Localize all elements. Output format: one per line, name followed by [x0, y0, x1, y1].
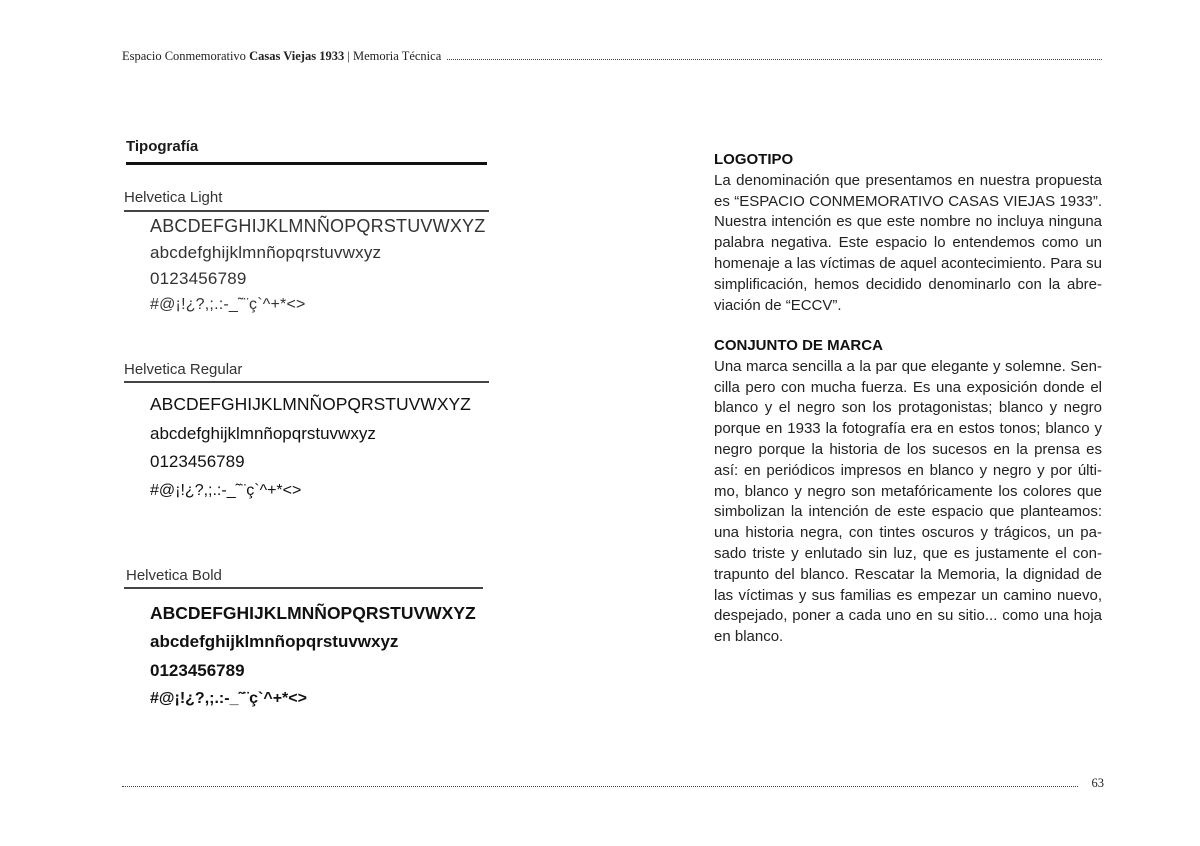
page-number: 63 [1091, 776, 1104, 790]
sample-uppercase: ABCDEFGHIJKLMNÑOPQRSTUVWXYZ [150, 216, 486, 236]
font-family-rule [124, 210, 489, 212]
section-heading: LOGOTIPO [714, 151, 794, 168]
sample-symbols: #@¡!¿?,;.:-_˜¨ç`^+*<> [150, 296, 306, 313]
font-family-label: Helvetica Regular [124, 361, 243, 378]
sample-symbols: #@¡!¿?,;.:-_˜¨ç`^+*<> [150, 482, 302, 499]
section-conjunto-de-marca [714, 336, 1102, 648]
sample-symbols: #@¡!¿?,;.:-_˜¨ç`^+*<> [150, 690, 307, 707]
sample-lowercase: abcdefghijklmnñopqrstuvwxyz [150, 424, 376, 443]
sample-digits: 0123456789 [150, 661, 245, 680]
sample-lowercase: abcdefghijklmnñopqrstuvwxyz [150, 632, 399, 651]
running-header [122, 49, 1102, 65]
section-title-tipografia: Tipografía [126, 138, 199, 155]
font-family-rule [124, 381, 489, 383]
header-prefix: Espacio Conmemorativo [122, 49, 250, 63]
header-bold-title: Casas Viejas 1933 [249, 49, 345, 63]
sample-uppercase: ABCDEFGHIJKLMNÑOPQRSTUVWXYZ [150, 603, 476, 623]
title-rule [126, 162, 487, 165]
footer-dotted-leader [122, 777, 1078, 787]
sample-digits: 0123456789 [150, 452, 245, 471]
font-family-rule [124, 587, 483, 589]
sample-uppercase: ABCDEFGHIJKLMNÑOPQRSTUVWXYZ [150, 394, 471, 414]
sample-lowercase: abcdefghijklmnñopqrstuvwxyz [150, 243, 382, 262]
font-family-label: Helvetica Bold [126, 567, 222, 584]
header-suffix: | Memoria Técnica [344, 49, 442, 63]
running-footer [122, 776, 1104, 791]
header-dotted-leader [447, 50, 1102, 60]
section-body: La denominación que presentamos en nuestra propuesta es “ESPACIO CONMEMORATIVO CASAS VIEJAS 1933”. Nuestra intención es que este nombre no incluya ninguna palabra negativa. Este espacio lo entendemos como un homenaje a las víctimas de aquel acontecimiento. Para su simplificación, hemos decidido denominarlo con la abreviación de “ECCV”. [714, 171, 1102, 314]
section-heading: CONJUNTO DE MARCA [714, 337, 883, 354]
sample-digits: 0123456789 [150, 269, 247, 288]
section-logotipo [714, 150, 1102, 316]
font-family-label: Helvetica Light [124, 189, 223, 206]
section-body: Una marca sencilla a la par que elegante y solemne. Sencilla pero con mucha fuerza. Es una exposición donde el blanco y el negro son los protagonistas; blanco y negro porque en 1933 la fotografía era en estos tonos; blanco y negro porque la historia de los sucesos en la prensa es así: en periódicos impresos en blanco y negro y por último, blanco y negro son metafóricamente los colores que simbolizan la intención de este espacio que planteamos: una historia negra, con tintes oscuros y trágicos, un pasado triste y enlutado sin luz, que es justamente el contrapunto del blanco. Rescatar la Memoria, la dignidad de las víctimas y sus familias es empezar un camino nuevo, despejado, poner a cada uno en su sitio... como una hoja en blanco. [714, 357, 1102, 646]
